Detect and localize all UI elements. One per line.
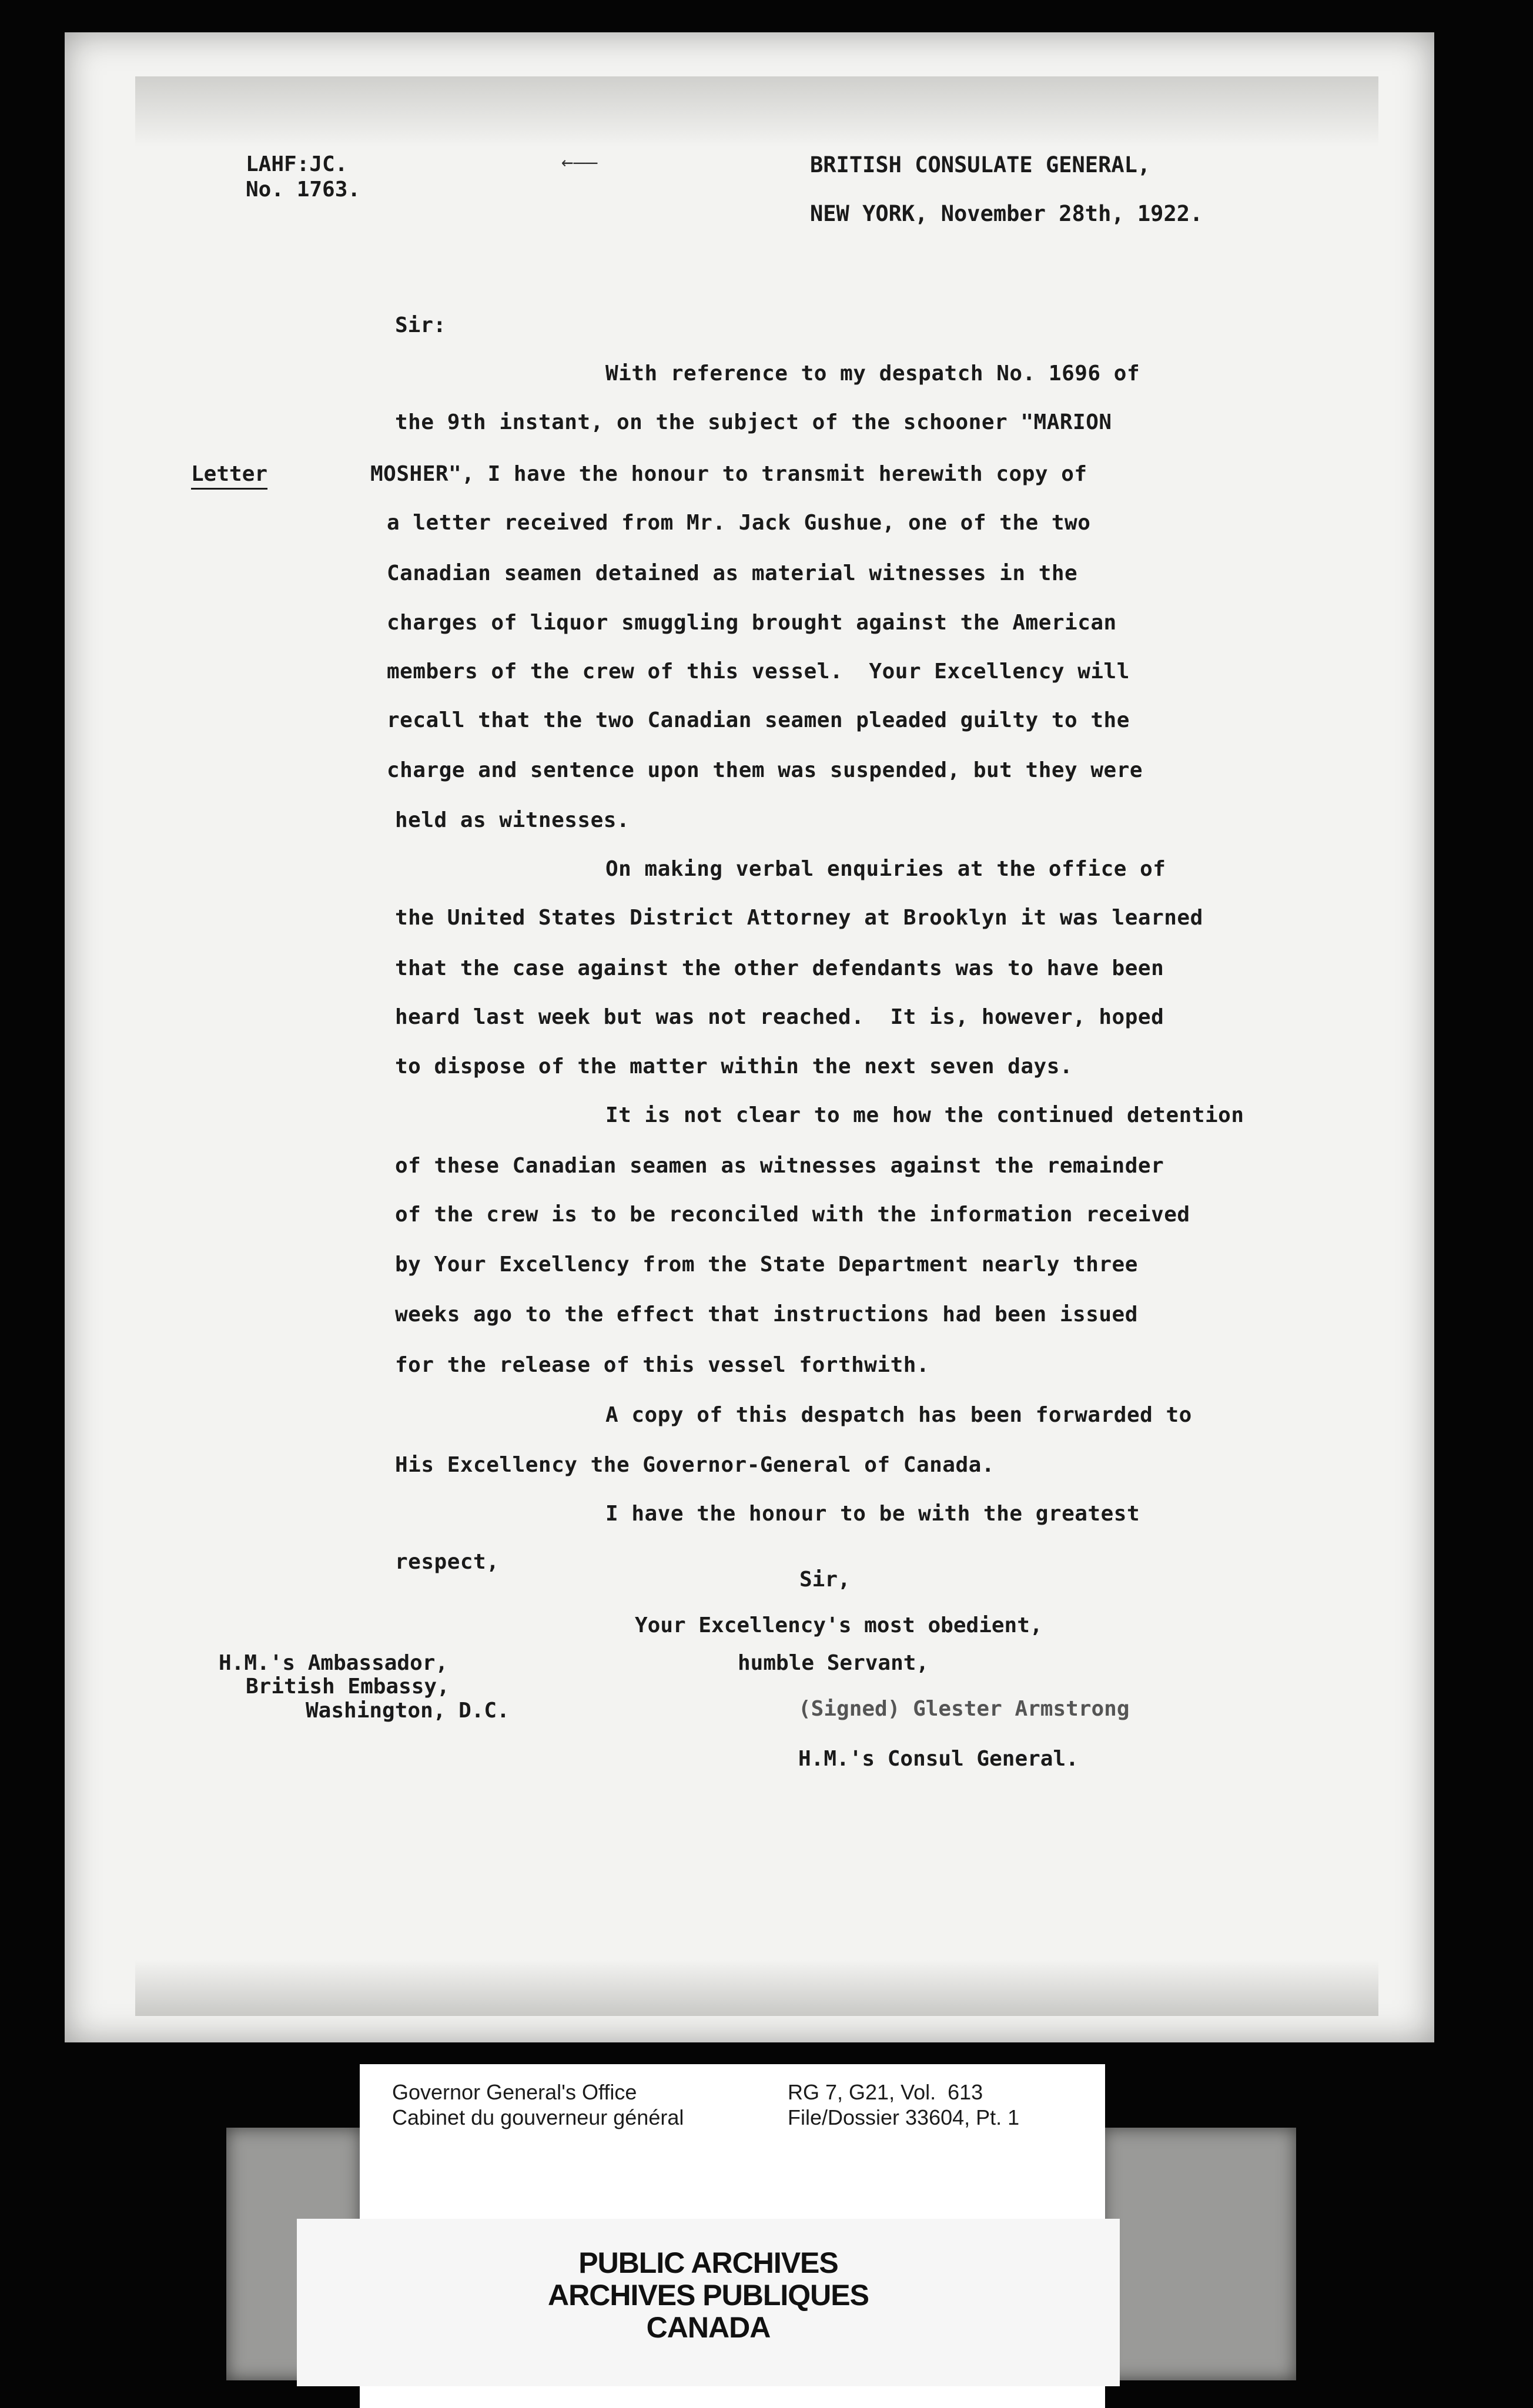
letter-page	[65, 32, 1434, 2042]
body-line: MOSHER", I have the honour to transmit herewith copy of	[370, 462, 1087, 486]
body-line: respect,	[395, 1550, 500, 1574]
body-line: recall that the two Canadian seamen pleaded guilty to the	[387, 708, 1130, 732]
archive-stamp-line-3: CANADA	[646, 2311, 771, 2344]
archive-stamp-line-2: ARCHIVES PUBLIQUES	[548, 2279, 869, 2312]
body-line: for the release of this vessel forthwith.	[395, 1353, 930, 1377]
body-line: His Excellency the Governor-General of Canada.	[395, 1453, 995, 1477]
body-line: With reference to my despatch No. 1696 of	[605, 361, 1140, 386]
body-line: members of the crew of this vessel. Your Excellency will	[387, 659, 1130, 684]
body-line: a letter received from Mr. Jack Gushue, one of the two	[387, 511, 1091, 535]
office-english: Governor General's Office	[392, 2080, 637, 2104]
body-line: to dispose of the matter within the next seven days.	[395, 1054, 1073, 1079]
archive-stamp	[297, 2219, 1120, 2386]
closing-obedient: Your Excellency's most obedient,	[635, 1613, 1043, 1637]
reference-line-2: No. 1763.	[246, 177, 361, 202]
sender-heading: BRITISH CONSULATE GENERAL,	[810, 152, 1151, 177]
body-line: charge and sentence upon them was suspended, but they were	[387, 758, 1143, 782]
archive-stamp-line-1: PUBLIC ARCHIVES	[578, 2246, 838, 2279]
body-line: the 9th instant, on the subject of the schooner "MARION	[395, 410, 1112, 434]
body-line: held as witnesses.	[395, 808, 630, 832]
place-date: NEW YORK, November 28th, 1922.	[810, 201, 1203, 226]
recipient-line-3: Washington, D.C.	[306, 1699, 510, 1723]
body-line: heard last week but was not reached. It is, however, hoped	[395, 1005, 1164, 1029]
archive-file: File/Dossier 33604, Pt. 1	[788, 2105, 1020, 2129]
body-line: of the crew is to be reconciled with the information received	[395, 1203, 1190, 1227]
recipient-line-2: British Embassy,	[246, 1674, 450, 1699]
salutation: Sir:	[395, 313, 446, 337]
archive-reference: RG 7, G21, Vol. 613	[788, 2080, 983, 2104]
body-line: of these Canadian seamen as witnesses against the remainder	[395, 1154, 1164, 1178]
body-line: weeks ago to the effect that instructions had been issued	[395, 1302, 1138, 1327]
signature: (Signed) Glester Armstrong	[798, 1697, 1130, 1721]
reference-line-1: LAHF:JC.	[246, 152, 348, 176]
film-strip-right	[1102, 2128, 1296, 2380]
body-line: Canadian seamen detained as material witnesses in the	[387, 561, 1078, 585]
body-line: the United States District Attorney at Brooklyn it was learned	[395, 906, 1203, 930]
margin-note: Letter	[191, 462, 268, 486]
arrow-mark-icon: ←——	[561, 150, 598, 174]
signer-title: H.M.'s Consul General.	[798, 1747, 1079, 1771]
body-line: that the case against the other defendants was to have been	[395, 956, 1164, 980]
body-line: I have the honour to be with the greatest	[605, 1502, 1140, 1526]
closing-servant: humble Servant,	[738, 1651, 929, 1675]
body-line: On making verbal enquiries at the office of	[605, 857, 1166, 881]
body-line: by Your Excellency from the State Department nearly three	[395, 1252, 1138, 1277]
body-line: It is not clear to me how the continued detention	[605, 1103, 1244, 1127]
body-line: charges of liquor smuggling brought against the American	[387, 611, 1117, 635]
office-french: Cabinet du gouverneur général	[392, 2105, 684, 2129]
body-line: A copy of this despatch has been forwarded to	[605, 1403, 1192, 1427]
closing-sir: Sir,	[799, 1568, 851, 1592]
recipient-line-1: H.M.'s Ambassador,	[219, 1651, 448, 1675]
